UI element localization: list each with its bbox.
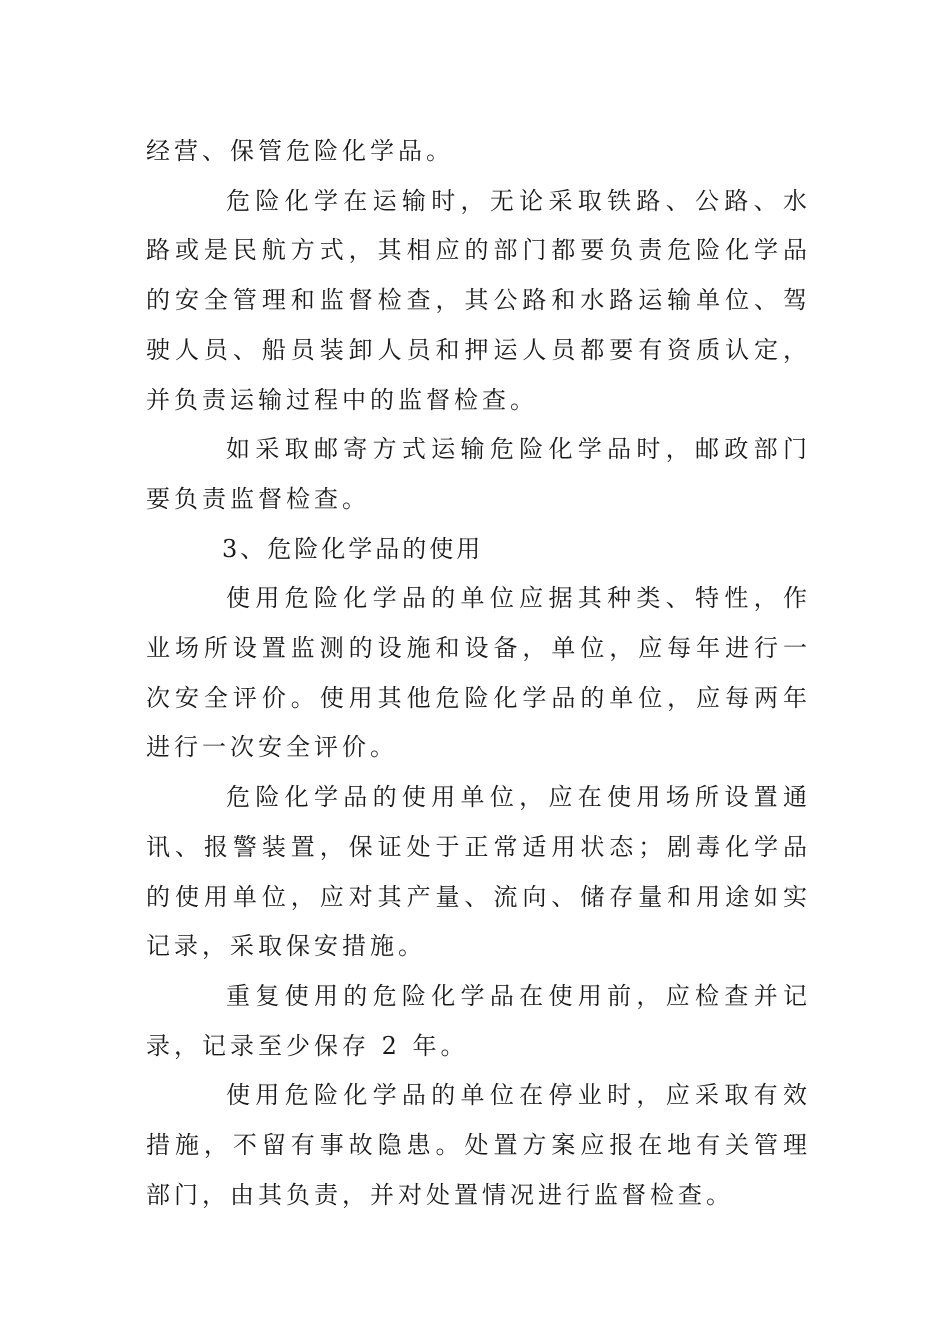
paragraph-postal: 如采取邮寄方式运输危险化学品时，邮政部门要负责监督检查。 — [146, 435, 811, 513]
document-body — [146, 127, 811, 1220]
paragraph-reuse: 重复使用的危险化学品在使用前，应检查并记录，记录至少保存 2 年。 — [146, 981, 811, 1060]
paragraph-alarm: 危险化学品的使用单位，应在使用场所设置通讯、报警装置，保证处于正常适用状态；剧毒化学品的使用单位，应对其产量、流向、储存量和用途如实记录，采取保安措施。 — [146, 783, 811, 961]
paragraph-shutdown: 使用危险化学品的单位在停业时，应采取有效措施，不留有事故隐患。处置方案应报在地有关管理部门，由其负责，并对处置情况进行监督检查。 — [146, 1081, 811, 1209]
paragraph-transport: 危险化学在运输时，无论采取铁路、公路、水路或是民航方式，其相应的部门都要负责危险化学品的安全管理和监督检查，其公路和水路运输单位、驾驶人员、船员装卸人员和押运人员都要有资质认定，并负责运输过程中的监督检查。 — [146, 186, 811, 414]
paragraph-usage: 使用危险化学品的单位应据其种类、特性，作业场所设置监测的设施和设备，单位，应每年进行一次安全评价。使用其他危险化学品的单位，应每两年进行一次安全评价。 — [146, 584, 811, 762]
section-heading: 3、危险化学品的使用 — [222, 534, 484, 563]
paragraph-continuation: 经营、保管危险化学品。 — [146, 137, 454, 165]
